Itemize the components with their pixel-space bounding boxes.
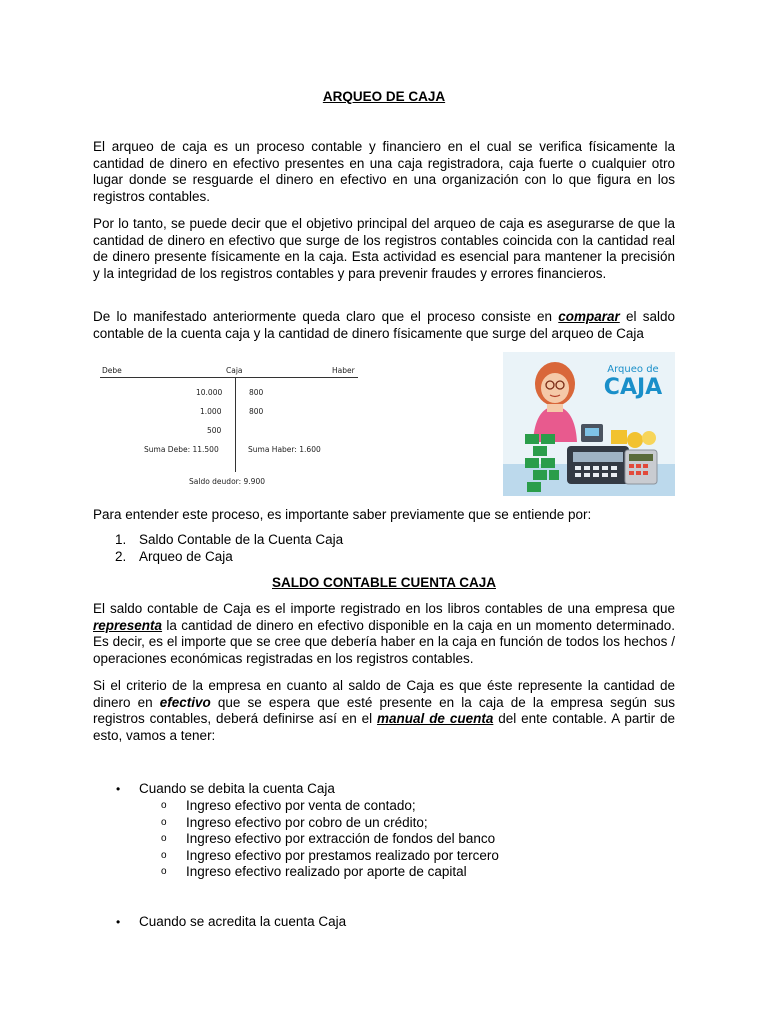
list-item-text: Ingreso efectivo por venta de contado; — [186, 798, 416, 813]
circle-bullet-icon: o — [161, 833, 167, 845]
credit-heading: Cuando se acredita la cuenta Caja — [139, 914, 347, 929]
paragraph-objective: Por lo tanto, se puede decir que el objetivo principal del arqueo de caja es asegurarse de que la cantidad de dinero en efectivo que surge de los registros contables coincida con la cantidad real de dinero presente físicamente en la caja. Esta actividad es esencial para mantener la precisión y la integridad de los registros contables y para prevenir fraudes y errores financieros. — [93, 216, 675, 281]
emphasis-representa: representa — [93, 617, 163, 633]
bullet-icon: • — [116, 915, 121, 929]
section-title: SALDO CONTABLE CUENTA CAJA — [272, 575, 496, 590]
t-account-debit-2: 1.000 — [200, 407, 222, 416]
emphasis-comparar: comparar — [558, 309, 620, 324]
emphasis-manual-de-cuenta: manual de cuenta — [377, 711, 494, 727]
paragraph-intro: El arqueo de caja es un proceso contable y financiero en el cual se verifica físicamente la cantidad de dinero en efectivo presentes en una caja registradora, caja fuerte o cualquier otro lugar donde se resguarde el dinero en efectivo en una organización con lo que figura en los registros contables. — [93, 139, 675, 204]
illustration-subtitle: Arqueo de — [607, 364, 659, 375]
arqueo-de-caja-illustration — [503, 352, 675, 496]
list-item-text: Ingreso efectivo por prestamos realizado por tercero — [186, 847, 499, 863]
t-account-suma-haber: Suma Haber: 1.600 — [248, 445, 321, 454]
list-item-text: Arqueo de Caja — [139, 548, 233, 564]
list-item-text: Ingreso efectivo realizado por aporte de capital — [186, 864, 467, 880]
t-account-credit-1: 800 — [249, 388, 264, 397]
page-title: ARQUEO DE CAJA — [322, 89, 446, 104]
t-account-debit-1: 10.000 — [196, 388, 223, 397]
paragraph-compare: De lo manifestado anteriormente queda claro que el proceso consiste en comparar el saldo contable de la cuenta caja y la cantidad de dinero físicamente que surge del arqueo de Caja — [93, 309, 675, 341]
t-account-suma-debe: Suma Debe: 11.500 — [144, 445, 219, 454]
t-account-debit-3: 500 — [207, 426, 222, 435]
t-account-saldo-deudor: Saldo deudor: 9.900 — [189, 477, 265, 486]
circle-bullet-icon: o — [161, 816, 167, 828]
t-account-credit-2: 800 — [249, 407, 264, 416]
circle-bullet-icon: o — [161, 849, 167, 861]
list-item-text: Ingreso efectivo por extracción de fondos del banco — [186, 831, 496, 847]
t-account-debe-label: Debe — [102, 366, 122, 375]
t-account-vertical-line — [235, 378, 236, 472]
cashier-illustration-icon — [503, 352, 675, 496]
illustration-title: CAJA — [603, 375, 663, 400]
debit-heading: Cuando se debita la cuenta Caja — [139, 781, 335, 796]
paragraph-saldo-contable: El saldo contable de Caja es el importe registrado en los libros contables de una empresa que representa la cantidad de dinero en efectivo disponible en la caja en un momento determinado. Es decir, es el importe que se cree que debería haber en la caja en función de todos los hechos / operaciones económicas registradas en los registros contables. — [93, 601, 675, 666]
t-account-haber-label: Haber — [332, 366, 355, 375]
paragraph-criterio: Si el criterio de la empresa en cuanto al saldo de Caja es que éste represente la cantidad de dinero en efectivo que se espera que esté presente en la caja de la empresa según sus registros contables, deberá definirse así en el manual de cuenta del ente contable. A partir de esto, vamos a tener: — [93, 678, 675, 743]
circle-bullet-icon: o — [161, 800, 167, 811]
list-item-number: 1. — [115, 532, 127, 547]
circle-bullet-icon: o — [161, 866, 167, 878]
list-item-text: Ingreso efectivo por cobro de un crédito; — [186, 814, 428, 830]
t-account-caja-label: Caja — [226, 366, 243, 375]
t-account-diagram — [100, 362, 362, 492]
bullet-icon: • — [116, 782, 121, 796]
list-item-number: 2. — [115, 548, 127, 564]
emphasis-efectivo: efectivo — [159, 694, 211, 710]
paragraph-para-entender: Para entender este proceso, es importante saber previamente que se entiende por: — [93, 507, 592, 522]
list-item-text: Saldo Contable de la Cuenta Caja — [139, 532, 344, 547]
t-account-horizontal-line — [100, 377, 358, 378]
